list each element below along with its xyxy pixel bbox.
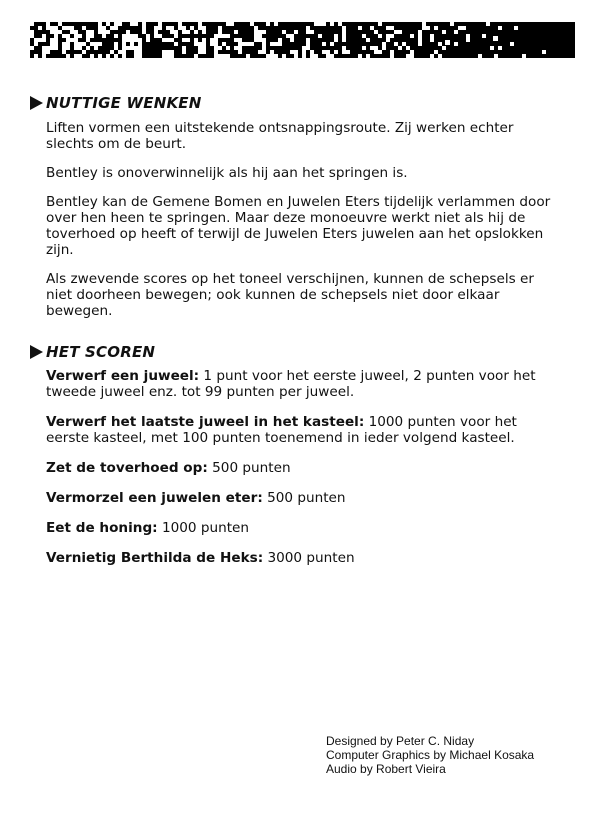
score-item-text: 500 punten	[262, 490, 346, 506]
score-item	[46, 414, 556, 446]
credit-designer: Designed by Peter C. Niday	[326, 734, 475, 748]
credit-graphics: Computer Graphics by Michael Kosaka	[326, 748, 535, 762]
arrow-right-icon	[30, 345, 43, 359]
scoring-section	[46, 368, 556, 580]
hints-section	[46, 120, 556, 332]
scoring-heading	[30, 343, 155, 361]
score-item-text: 3000 punten	[263, 550, 355, 566]
score-item-label: Verwerf een juweel:	[46, 368, 200, 384]
score-item-label: Verwerf het laatste juweel in het kasteel:	[46, 414, 365, 430]
arrow-right-icon	[30, 96, 43, 110]
score-item	[46, 460, 556, 476]
credits	[326, 734, 534, 776]
score-item-text: 1000 punten	[157, 520, 250, 536]
score-item-text: 1 punt voor het eerste juweel, 2 punten voor het tweede juweel enz. tot 99 punten per juweel.	[46, 368, 536, 400]
hints-heading-text: NUTTIGE WENKEN	[46, 94, 202, 112]
score-item	[46, 520, 556, 536]
score-item	[46, 550, 556, 566]
score-item-label: Vernietig Berthilda de Heks:	[46, 550, 264, 566]
scoring-heading-text: HET SCOREN	[46, 343, 156, 361]
hint-paragraph: Bentley is onoverwinnelijk als hij aan het springen is.	[46, 165, 408, 181]
hint-paragraph: Bentley kan de Gemene Bomen en Juwelen Eters tijdelijk verlammen door over hen heen te springen. Maar deze monoeuvre werkt niet als hij de toverhoed op heeft of terwijl de Juwelen Eters juwelen aan het opslokken zijn.	[46, 194, 551, 258]
credit-audio: Audio by Robert Vieira	[326, 762, 446, 776]
pixel-pattern-banner	[30, 22, 575, 58]
hint-paragraph: Liften vormen een uitstekende ontsnappingsroute. Zij werken echter slechts om de beurt.	[46, 120, 514, 152]
hints-heading	[30, 94, 201, 112]
score-item-text: 1000 punten voor het eerste kasteel, met 100 punten toenemend in ieder volgend kasteel.	[46, 414, 517, 446]
score-item	[46, 490, 556, 506]
hint-paragraph: Als zwevende scores op het toneel verschijnen, kunnen de schepsels er niet doorheen bewegen; ook kunnen de schepsels niet door elkaar bewegen.	[46, 271, 534, 319]
score-item	[46, 368, 556, 400]
score-item-label: Vermorzel een juwelen eter:	[46, 490, 263, 506]
score-item-text: 500 punten	[207, 460, 291, 476]
score-item-label: Eet de honing:	[46, 520, 158, 536]
score-item-label: Zet de toverhoed op:	[46, 460, 208, 476]
